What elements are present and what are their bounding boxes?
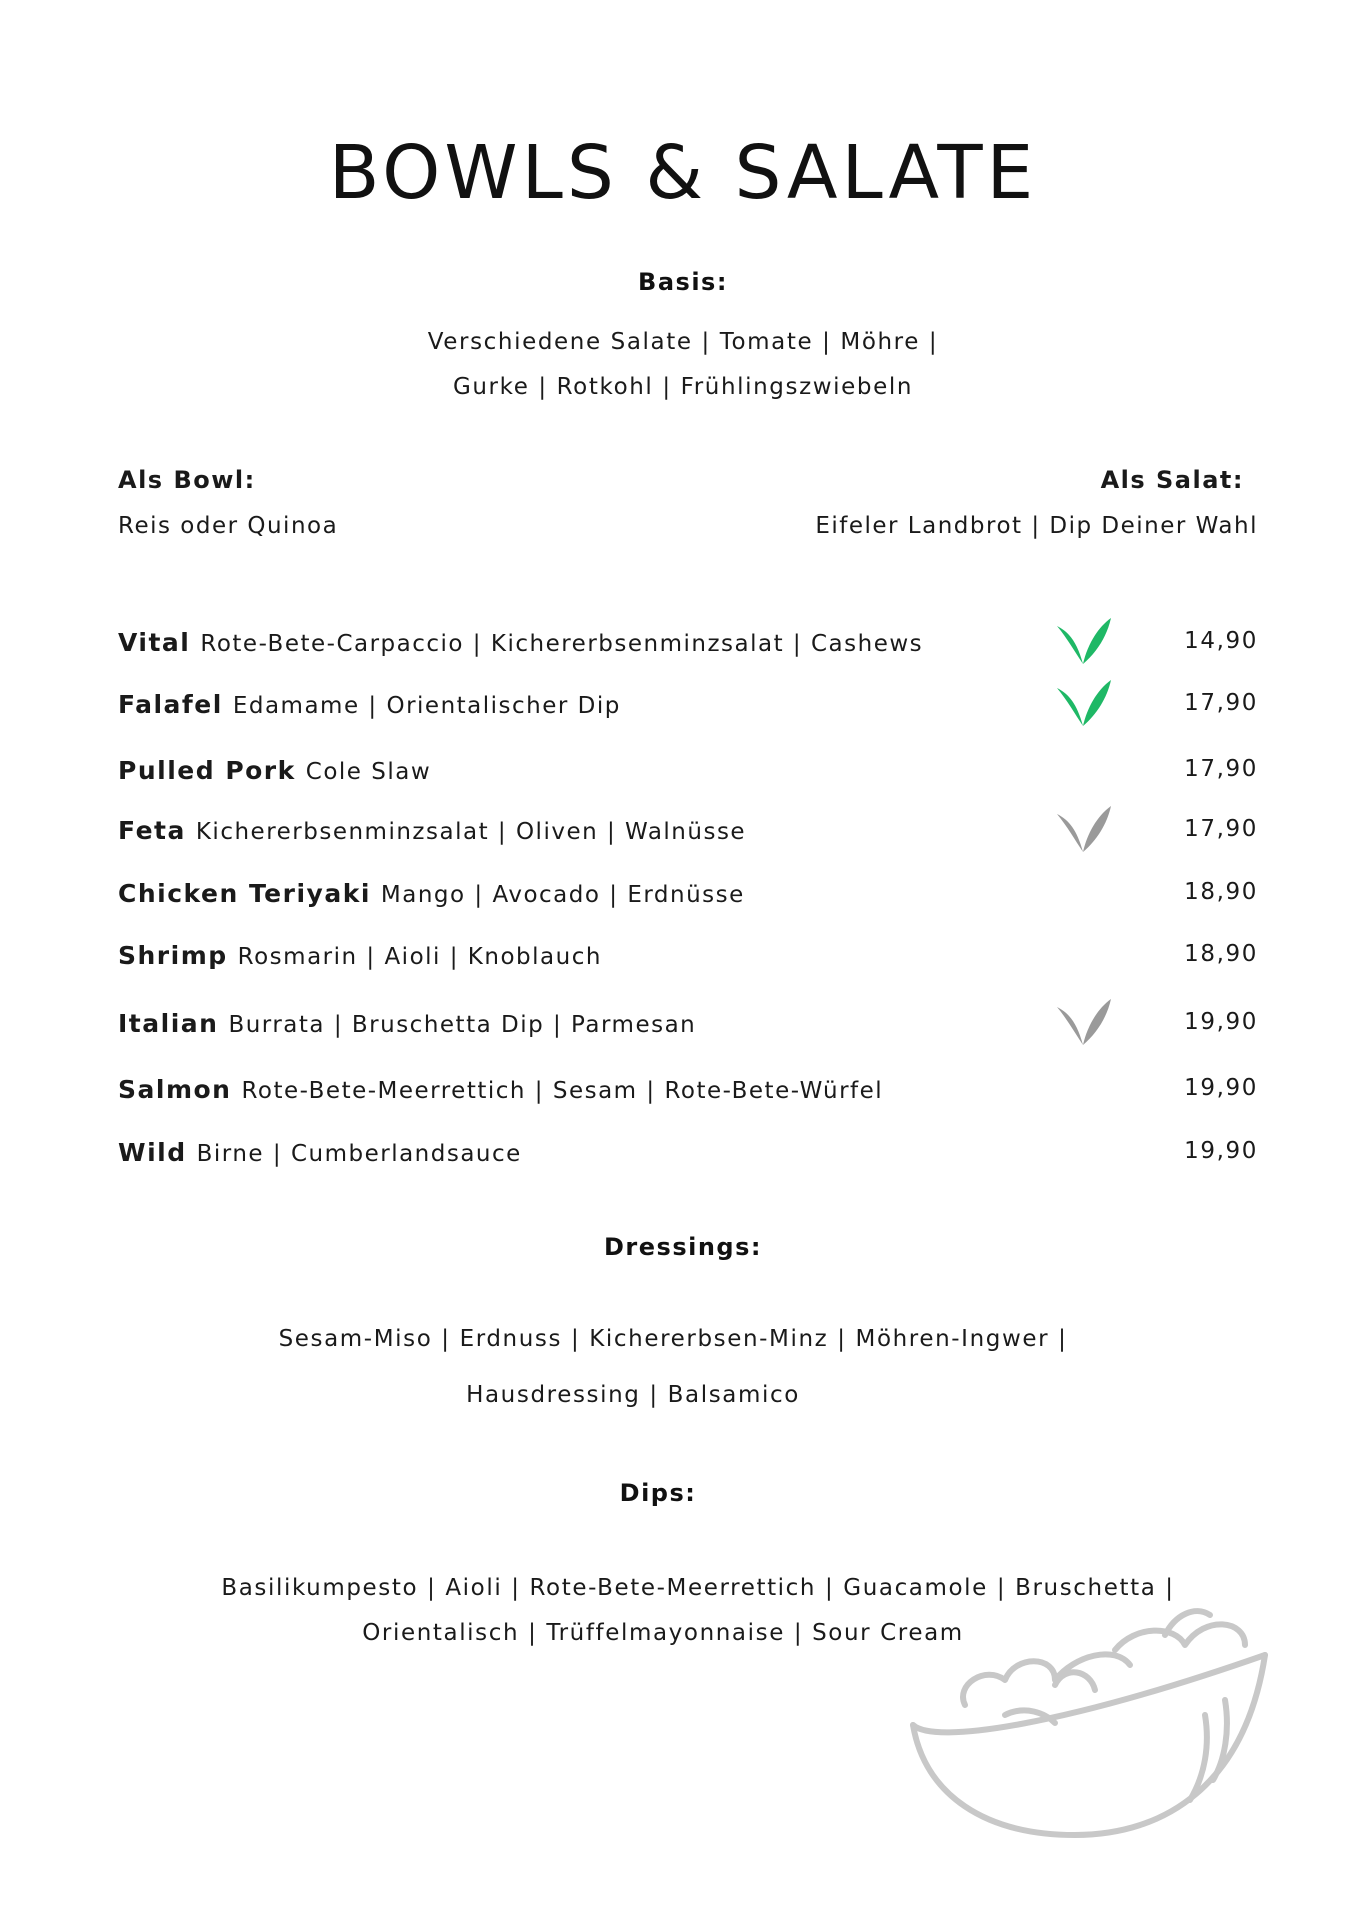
basis-heading: Basis: xyxy=(638,268,728,296)
menu-item-name: Vital xyxy=(118,628,191,657)
menu-item-description: Rote-Bete-Carpaccio | Kichererbsenminzsalat | Cashews xyxy=(200,631,924,657)
menu-item-name: Pulled Pork xyxy=(118,756,296,785)
als-salat-heading: Als Salat: xyxy=(1100,466,1244,494)
salad-bowl-illustration xyxy=(905,1595,1285,1845)
basis-line-1: Verschiedene Salate | Tomate | Möhre | xyxy=(427,329,939,355)
menu-item-pulled-pork xyxy=(118,756,1258,796)
menu-item-chicken-teriyaki xyxy=(118,879,1258,919)
dips-heading: Dips: xyxy=(619,1479,697,1507)
als-bowl-text: Reis oder Quinoa xyxy=(118,513,339,539)
als-salat-text: Eifeler Landbrot | Dip Deiner Wahl xyxy=(815,513,1258,539)
menu-item-price: 19,90 xyxy=(1184,1009,1258,1035)
menu-item-wild xyxy=(118,1138,1258,1178)
menu-item-description: Rosmarin | Aioli | Knoblauch xyxy=(237,944,602,970)
menu-item-name: Salmon xyxy=(118,1075,232,1104)
menu-item-price: 19,90 xyxy=(1184,1075,1258,1101)
menu-item-name: Chicken Teriyaki xyxy=(118,879,371,908)
vegetarian-leaf-icon xyxy=(1053,802,1113,854)
menu-item-description: Birne | Cumberlandsauce xyxy=(196,1141,522,1167)
menu-item-price: 17,90 xyxy=(1184,816,1258,842)
als-bowl-heading: Als Bowl: xyxy=(118,466,256,494)
menu-item-name: Italian xyxy=(118,1009,219,1038)
menu-item-description: Mango | Avocado | Erdnüsse xyxy=(380,882,745,908)
menu-item-description: Cole Slaw xyxy=(305,759,432,785)
dressings-line-1: Sesam-Miso | Erdnuss | Kichererbsen-Minz | Möhren-Ingwer | xyxy=(278,1326,1068,1352)
dips-line-1: Basilikumpesto | Aioli | Rote-Bete-Meerrettich | Guacamole | Bruschetta | xyxy=(221,1575,1175,1601)
menu-item-name: Falafel xyxy=(118,690,223,719)
menu-item-name: Feta xyxy=(118,816,186,845)
menu-item-price: 17,90 xyxy=(1184,756,1258,782)
menu-item-shrimp xyxy=(118,941,1258,981)
menu-item-price: 18,90 xyxy=(1184,941,1258,967)
dressings-heading: Dressings: xyxy=(604,1233,762,1261)
page-title: BOWLS & SALATE xyxy=(328,130,1038,216)
vegan-leaf-icon xyxy=(1053,676,1113,728)
menu-item-description: Edamame | Orientalischer Dip xyxy=(232,693,621,719)
menu-item-name: Wild xyxy=(118,1138,187,1167)
menu-item-feta xyxy=(118,816,1258,856)
dips-line-2: Orientalisch | Trüffelmayonnaise | Sour Cream xyxy=(362,1620,964,1646)
menu-item-vital xyxy=(118,628,1258,668)
menu-item-price: 18,90 xyxy=(1184,879,1258,905)
menu-item-description: Rote-Bete-Meerrettich | Sesam | Rote-Bete-Würfel xyxy=(241,1078,884,1104)
menu-item-name: Shrimp xyxy=(118,941,228,970)
menu-item-falafel xyxy=(118,690,1258,730)
menu-item-salmon xyxy=(118,1075,1258,1115)
menu-item-description: Kichererbsenminzsalat | Oliven | Walnüsse xyxy=(195,819,747,845)
vegan-leaf-icon xyxy=(1053,614,1113,666)
menu-item-price: 19,90 xyxy=(1184,1138,1258,1164)
menu-item-italian xyxy=(118,1009,1258,1049)
dressings-line-2: Hausdressing | Balsamico xyxy=(466,1382,800,1408)
menu-item-price: 14,90 xyxy=(1184,628,1258,654)
menu-item-price: 17,90 xyxy=(1184,690,1258,716)
vegetarian-leaf-icon xyxy=(1053,995,1113,1047)
basis-line-2: Gurke | Rotkohl | Frühlingszwiebeln xyxy=(452,374,914,400)
menu-item-description: Burrata | Bruschetta Dip | Parmesan xyxy=(228,1012,697,1038)
